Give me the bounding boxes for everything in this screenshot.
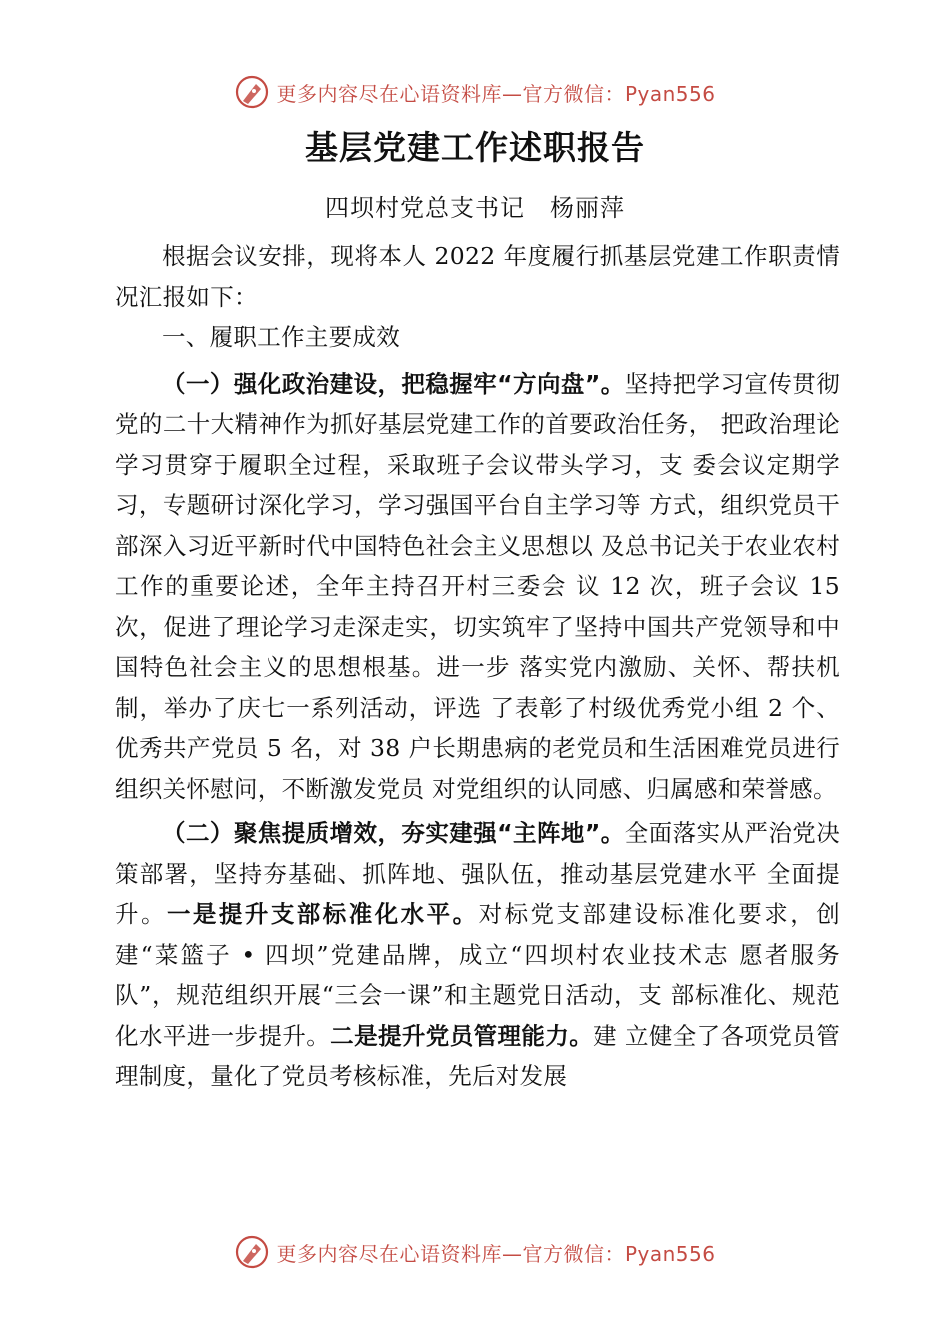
paragraph-two [115,813,840,1097]
header-watermark-banner [0,70,950,114]
pen-nib-logo-icon [234,1234,270,1270]
paragraph-two-point-one: 一是提升支部标准化水平。 [166,900,479,928]
document-author: 四坝村党总支书记 杨丽萍 [325,194,625,222]
paragraph-two-point-two: 二是提升党员管理能力。 [330,1021,594,1050]
paragraph-two-body-a: 全面落实从严治党决策部署，坚持夯基础、抓阵地、强队伍，推动基层党建水平 全面提升。 [115,819,841,928]
paragraph-one [115,364,840,810]
footer-watermark-banner [0,1230,950,1274]
paragraph-one-body: 坚持把学习宣传贯彻党的二十大精神作为抓好基层党建工作的首要政治任务， 把政治理论学习贯穿于履职全过程，采取班子会议带头学习，支 委会议定期学习，专题研讨深化学习，学习强国平台自主学习等 方式，组织党员干部深入习近平新时代中国特色社会主义思想以 及总书记关于农业农村工作的重要论述，全年主持召开村三委会 议 12 次，班子会议 15 次，促进了理论学习走深走实，切实筑牢了坚持中国共产党领导和中国特色社会主义的思想根基。进一步 落实党内激励、关怀、帮扶机制，举办了庆七一系列活动，评选 了表彰了村级优秀党小组 2 个、优秀共产党员 5 名，对 38 户长期患病的老党员和生活困难党员进行组织关怀慰问，不断激发党员 对党组织的认同感、归属感和荣誉感。 [115,369,841,803]
document-title: 基层党建工作述职报告 [305,128,645,167]
paragraph-one-heading: （一）强化政治建设，把稳握牢“方向盘”。 [162,369,625,398]
intro-paragraph: 根据会议安排，现将本人 2022 年度履行抓基层党建工作职责情况汇报如下： [115,242,840,311]
paragraph-two-body-e: 建 立健全了各项党员管理制度，量化了党员考核标准，先后对发展 [115,1021,840,1090]
pen-nib-logo-icon [234,74,270,110]
watermark-text: 更多内容尽在心语资料库—官方微信：Pyan556 [276,81,716,106]
paragraph-two-heading: （二）聚焦提质增效，夯实建强“主阵地”。 [162,819,625,847]
section-heading: 一、履职工作主要成效 [162,323,400,351]
document-body [115,236,840,1097]
paragraph-two-body-c: 对标党支部建设标准化要求，创建“菜篮子 • 四坝”党建品牌，成立“四坝村农业技术志 愿者服务队”，规范组织开展“三会一课”和主题党日活动，支 部标准化、规范化水平进一步提升。 [115,900,840,1050]
watermark-text: 更多内容尽在心语资料库—官方微信：Pyan556 [276,1241,716,1266]
